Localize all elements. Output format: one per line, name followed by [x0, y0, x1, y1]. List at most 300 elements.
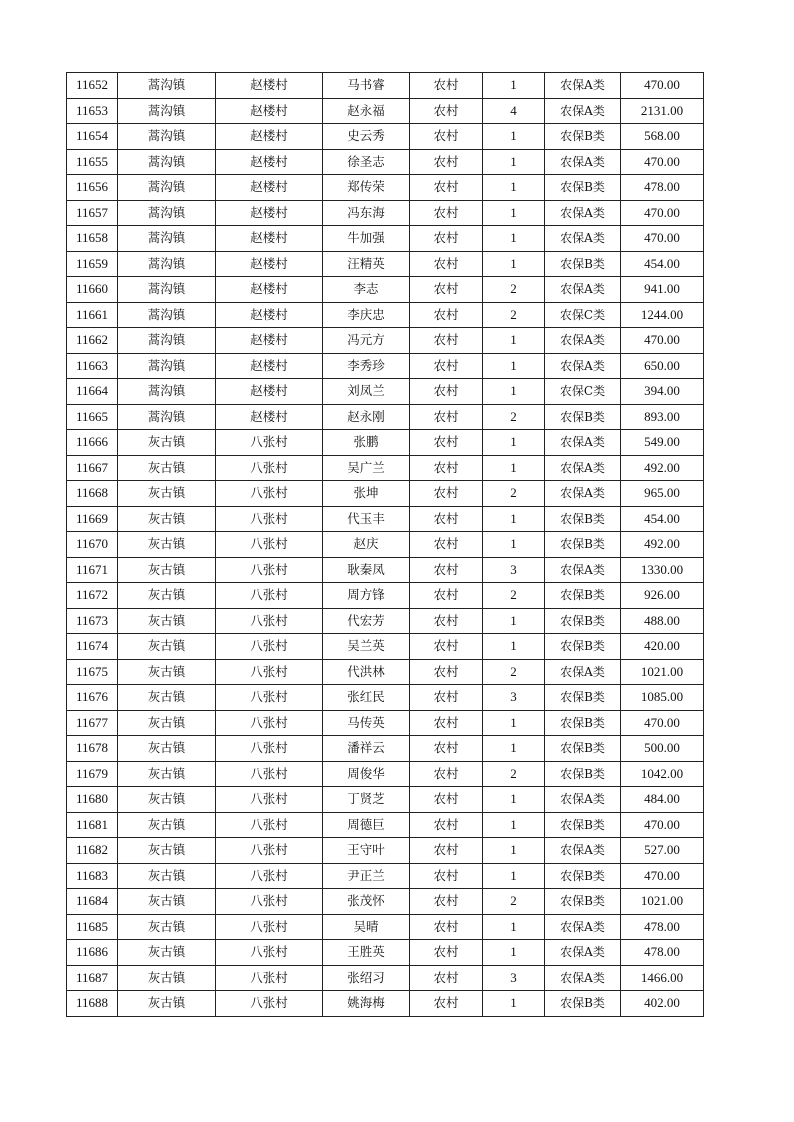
name-cell: 周俊华 — [323, 761, 410, 787]
name-cell: 尹正兰 — [323, 863, 410, 889]
record-id-cell: 11665 — [67, 404, 118, 430]
name-cell: 牛加强 — [323, 226, 410, 252]
name-cell: 姚海梅 — [323, 991, 410, 1017]
town-cell: 蒿沟镇 — [118, 226, 216, 252]
record-id-cell: 11655 — [67, 149, 118, 175]
type-cell: 农村 — [410, 659, 483, 685]
amount-cell: 1244.00 — [621, 302, 704, 328]
table-row — [67, 73, 704, 99]
name-cell: 潘祥云 — [323, 736, 410, 762]
record-id-cell: 11684 — [67, 889, 118, 915]
count-cell: 1 — [483, 608, 545, 634]
name-cell: 马书睿 — [323, 73, 410, 99]
count-cell: 1 — [483, 124, 545, 150]
amount-cell: 478.00 — [621, 940, 704, 966]
category-cell: 农保B类 — [545, 583, 621, 609]
amount-cell: 470.00 — [621, 226, 704, 252]
table-row — [67, 889, 704, 915]
category-cell: 农保A类 — [545, 787, 621, 813]
table-row — [67, 353, 704, 379]
amount-cell: 454.00 — [621, 251, 704, 277]
count-cell: 2 — [483, 583, 545, 609]
category-cell: 农保B类 — [545, 812, 621, 838]
name-cell: 代洪林 — [323, 659, 410, 685]
name-cell: 吴兰英 — [323, 634, 410, 660]
type-cell: 农村 — [410, 328, 483, 354]
record-id-cell: 11653 — [67, 98, 118, 124]
table-row — [67, 455, 704, 481]
town-cell: 灰古镇 — [118, 634, 216, 660]
record-id-cell: 11678 — [67, 736, 118, 762]
records-table — [66, 72, 704, 1017]
town-cell: 灰古镇 — [118, 481, 216, 507]
category-cell: 农保B类 — [545, 404, 621, 430]
name-cell: 王守叶 — [323, 838, 410, 864]
town-cell: 灰古镇 — [118, 863, 216, 889]
amount-cell: 1466.00 — [621, 965, 704, 991]
amount-cell: 454.00 — [621, 506, 704, 532]
name-cell: 冯元方 — [323, 328, 410, 354]
category-cell: 农保B类 — [545, 124, 621, 150]
town-cell: 灰古镇 — [118, 710, 216, 736]
village-cell: 赵楼村 — [216, 175, 323, 201]
town-cell: 蒿沟镇 — [118, 149, 216, 175]
town-cell: 蒿沟镇 — [118, 175, 216, 201]
village-cell: 赵楼村 — [216, 328, 323, 354]
amount-cell: 488.00 — [621, 608, 704, 634]
name-cell: 张坤 — [323, 481, 410, 507]
town-cell: 灰古镇 — [118, 608, 216, 634]
type-cell: 农村 — [410, 226, 483, 252]
amount-cell: 1085.00 — [621, 685, 704, 711]
amount-cell: 2131.00 — [621, 98, 704, 124]
town-cell: 灰古镇 — [118, 914, 216, 940]
type-cell: 农村 — [410, 787, 483, 813]
count-cell: 1 — [483, 175, 545, 201]
record-id-cell: 11654 — [67, 124, 118, 150]
category-cell: 农保B类 — [545, 685, 621, 711]
record-id-cell: 11662 — [67, 328, 118, 354]
name-cell: 耿秦凤 — [323, 557, 410, 583]
category-cell: 农保B类 — [545, 710, 621, 736]
count-cell: 1 — [483, 863, 545, 889]
category-cell: 农保A类 — [545, 481, 621, 507]
record-id-cell: 11674 — [67, 634, 118, 660]
type-cell: 农村 — [410, 965, 483, 991]
village-cell: 八张村 — [216, 889, 323, 915]
amount-cell: 650.00 — [621, 353, 704, 379]
record-id-cell: 11669 — [67, 506, 118, 532]
amount-cell: 965.00 — [621, 481, 704, 507]
village-cell: 八张村 — [216, 736, 323, 762]
record-id-cell: 11658 — [67, 226, 118, 252]
village-cell: 八张村 — [216, 991, 323, 1017]
town-cell: 灰古镇 — [118, 787, 216, 813]
table-row — [67, 736, 704, 762]
type-cell: 农村 — [410, 73, 483, 99]
town-cell: 灰古镇 — [118, 812, 216, 838]
table-row — [67, 940, 704, 966]
amount-cell: 568.00 — [621, 124, 704, 150]
type-cell: 农村 — [410, 889, 483, 915]
record-id-cell: 11672 — [67, 583, 118, 609]
category-cell: 农保A类 — [545, 353, 621, 379]
village-cell: 八张村 — [216, 838, 323, 864]
count-cell: 2 — [483, 761, 545, 787]
amount-cell: 470.00 — [621, 328, 704, 354]
category-cell: 农保A类 — [545, 914, 621, 940]
table-row — [67, 404, 704, 430]
town-cell: 蒿沟镇 — [118, 73, 216, 99]
type-cell: 农村 — [410, 761, 483, 787]
village-cell: 八张村 — [216, 430, 323, 456]
name-cell: 赵庆 — [323, 532, 410, 558]
type-cell: 农村 — [410, 251, 483, 277]
category-cell: 农保A类 — [545, 200, 621, 226]
village-cell: 赵楼村 — [216, 302, 323, 328]
category-cell: 农保A类 — [545, 430, 621, 456]
town-cell: 蒿沟镇 — [118, 124, 216, 150]
count-cell: 3 — [483, 685, 545, 711]
name-cell: 李秀珍 — [323, 353, 410, 379]
name-cell: 郑传荣 — [323, 175, 410, 201]
type-cell: 农村 — [410, 200, 483, 226]
table-row — [67, 761, 704, 787]
category-cell: 农保A类 — [545, 940, 621, 966]
category-cell: 农保B类 — [545, 506, 621, 532]
record-id-cell: 11667 — [67, 455, 118, 481]
count-cell: 1 — [483, 532, 545, 558]
record-id-cell: 11687 — [67, 965, 118, 991]
amount-cell: 1021.00 — [621, 659, 704, 685]
town-cell: 灰古镇 — [118, 455, 216, 481]
count-cell: 1 — [483, 379, 545, 405]
type-cell: 农村 — [410, 277, 483, 303]
record-id-cell: 11671 — [67, 557, 118, 583]
village-cell: 八张村 — [216, 787, 323, 813]
village-cell: 八张村 — [216, 608, 323, 634]
amount-cell: 402.00 — [621, 991, 704, 1017]
count-cell: 4 — [483, 98, 545, 124]
table-row — [67, 200, 704, 226]
table-row — [67, 251, 704, 277]
name-cell: 汪精英 — [323, 251, 410, 277]
amount-cell: 470.00 — [621, 812, 704, 838]
record-id-cell: 11652 — [67, 73, 118, 99]
village-cell: 八张村 — [216, 710, 323, 736]
town-cell: 蒿沟镇 — [118, 353, 216, 379]
amount-cell: 893.00 — [621, 404, 704, 430]
amount-cell: 492.00 — [621, 455, 704, 481]
count-cell: 1 — [483, 736, 545, 762]
category-cell: 农保A类 — [545, 659, 621, 685]
village-cell: 赵楼村 — [216, 251, 323, 277]
count-cell: 1 — [483, 73, 545, 99]
record-id-cell: 11685 — [67, 914, 118, 940]
count-cell: 2 — [483, 659, 545, 685]
type-cell: 农村 — [410, 404, 483, 430]
village-cell: 八张村 — [216, 863, 323, 889]
table-row — [67, 532, 704, 558]
record-id-cell: 11677 — [67, 710, 118, 736]
table-row — [67, 608, 704, 634]
count-cell: 1 — [483, 710, 545, 736]
category-cell: 农保A类 — [545, 965, 621, 991]
town-cell: 蒿沟镇 — [118, 251, 216, 277]
town-cell: 灰古镇 — [118, 583, 216, 609]
record-id-cell: 11680 — [67, 787, 118, 813]
type-cell: 农村 — [410, 608, 483, 634]
village-cell: 八张村 — [216, 761, 323, 787]
type-cell: 农村 — [410, 557, 483, 583]
amount-cell: 492.00 — [621, 532, 704, 558]
table-row — [67, 863, 704, 889]
category-cell: 农保A类 — [545, 455, 621, 481]
type-cell: 农村 — [410, 812, 483, 838]
table-row — [67, 302, 704, 328]
table-row — [67, 634, 704, 660]
name-cell: 王胜英 — [323, 940, 410, 966]
record-id-cell: 11660 — [67, 277, 118, 303]
category-cell: 农保A类 — [545, 73, 621, 99]
table-row — [67, 838, 704, 864]
amount-cell: 1021.00 — [621, 889, 704, 915]
type-cell: 农村 — [410, 149, 483, 175]
table-row — [67, 787, 704, 813]
amount-cell: 478.00 — [621, 175, 704, 201]
amount-cell: 394.00 — [621, 379, 704, 405]
count-cell: 1 — [483, 226, 545, 252]
type-cell: 农村 — [410, 353, 483, 379]
type-cell: 农村 — [410, 506, 483, 532]
village-cell: 赵楼村 — [216, 200, 323, 226]
table-row — [67, 557, 704, 583]
town-cell: 灰古镇 — [118, 430, 216, 456]
name-cell: 张红民 — [323, 685, 410, 711]
type-cell: 农村 — [410, 634, 483, 660]
village-cell: 赵楼村 — [216, 98, 323, 124]
town-cell: 灰古镇 — [118, 532, 216, 558]
category-cell: 农保B类 — [545, 889, 621, 915]
count-cell: 3 — [483, 965, 545, 991]
category-cell: 农保A类 — [545, 226, 621, 252]
town-cell: 灰古镇 — [118, 761, 216, 787]
table-row — [67, 481, 704, 507]
village-cell: 赵楼村 — [216, 226, 323, 252]
count-cell: 1 — [483, 838, 545, 864]
category-cell: 农保B类 — [545, 175, 621, 201]
count-cell: 2 — [483, 481, 545, 507]
record-id-cell: 11682 — [67, 838, 118, 864]
type-cell: 农村 — [410, 914, 483, 940]
village-cell: 八张村 — [216, 914, 323, 940]
table-row — [67, 685, 704, 711]
town-cell: 灰古镇 — [118, 940, 216, 966]
name-cell: 张茂怀 — [323, 889, 410, 915]
record-id-cell: 11688 — [67, 991, 118, 1017]
record-id-cell: 11668 — [67, 481, 118, 507]
record-id-cell: 11656 — [67, 175, 118, 201]
count-cell: 3 — [483, 557, 545, 583]
amount-cell: 470.00 — [621, 710, 704, 736]
table-row — [67, 175, 704, 201]
count-cell: 1 — [483, 455, 545, 481]
count-cell: 1 — [483, 940, 545, 966]
category-cell: 农保A类 — [545, 98, 621, 124]
amount-cell: 484.00 — [621, 787, 704, 813]
table-row — [67, 991, 704, 1017]
table-row — [67, 149, 704, 175]
town-cell: 灰古镇 — [118, 685, 216, 711]
town-cell: 灰古镇 — [118, 736, 216, 762]
village-cell: 八张村 — [216, 583, 323, 609]
type-cell: 农村 — [410, 583, 483, 609]
name-cell: 代玉丰 — [323, 506, 410, 532]
village-cell: 八张村 — [216, 659, 323, 685]
amount-cell: 470.00 — [621, 863, 704, 889]
village-cell: 八张村 — [216, 685, 323, 711]
count-cell: 1 — [483, 200, 545, 226]
count-cell: 2 — [483, 404, 545, 430]
town-cell: 蒿沟镇 — [118, 379, 216, 405]
count-cell: 2 — [483, 889, 545, 915]
village-cell: 赵楼村 — [216, 149, 323, 175]
amount-cell: 1330.00 — [621, 557, 704, 583]
category-cell: 农保C类 — [545, 302, 621, 328]
village-cell: 八张村 — [216, 965, 323, 991]
village-cell: 八张村 — [216, 940, 323, 966]
category-cell: 农保B类 — [545, 736, 621, 762]
town-cell: 蒿沟镇 — [118, 277, 216, 303]
village-cell: 赵楼村 — [216, 404, 323, 430]
type-cell: 农村 — [410, 430, 483, 456]
type-cell: 农村 — [410, 175, 483, 201]
count-cell: 1 — [483, 634, 545, 660]
village-cell: 赵楼村 — [216, 379, 323, 405]
amount-cell: 549.00 — [621, 430, 704, 456]
table-row — [67, 506, 704, 532]
amount-cell: 478.00 — [621, 914, 704, 940]
record-id-cell: 11657 — [67, 200, 118, 226]
count-cell: 1 — [483, 328, 545, 354]
village-cell: 赵楼村 — [216, 124, 323, 150]
town-cell: 蒿沟镇 — [118, 328, 216, 354]
record-id-cell: 11675 — [67, 659, 118, 685]
category-cell: 农保A类 — [545, 328, 621, 354]
name-cell: 周德巨 — [323, 812, 410, 838]
count-cell: 1 — [483, 251, 545, 277]
type-cell: 农村 — [410, 710, 483, 736]
type-cell: 农村 — [410, 863, 483, 889]
category-cell: 农保A类 — [545, 277, 621, 303]
town-cell: 蒿沟镇 — [118, 302, 216, 328]
village-cell: 八张村 — [216, 557, 323, 583]
table-row — [67, 328, 704, 354]
count-cell: 1 — [483, 430, 545, 456]
count-cell: 1 — [483, 787, 545, 813]
amount-cell: 470.00 — [621, 149, 704, 175]
town-cell: 蒿沟镇 — [118, 200, 216, 226]
count-cell: 1 — [483, 506, 545, 532]
table-row — [67, 710, 704, 736]
count-cell: 1 — [483, 812, 545, 838]
table-row — [67, 379, 704, 405]
name-cell: 周方锋 — [323, 583, 410, 609]
category-cell: 农保C类 — [545, 379, 621, 405]
category-cell: 农保B类 — [545, 532, 621, 558]
table-row — [67, 98, 704, 124]
category-cell: 农保A类 — [545, 838, 621, 864]
village-cell: 赵楼村 — [216, 353, 323, 379]
name-cell: 李庆忠 — [323, 302, 410, 328]
name-cell: 张绍习 — [323, 965, 410, 991]
town-cell: 灰古镇 — [118, 838, 216, 864]
village-cell: 八张村 — [216, 812, 323, 838]
table-row — [67, 914, 704, 940]
amount-cell: 1042.00 — [621, 761, 704, 787]
town-cell: 灰古镇 — [118, 889, 216, 915]
record-id-cell: 11679 — [67, 761, 118, 787]
count-cell: 1 — [483, 991, 545, 1017]
town-cell: 蒿沟镇 — [118, 98, 216, 124]
table-row — [67, 812, 704, 838]
village-cell: 八张村 — [216, 634, 323, 660]
type-cell: 农村 — [410, 455, 483, 481]
amount-cell: 941.00 — [621, 277, 704, 303]
amount-cell: 527.00 — [621, 838, 704, 864]
category-cell: 农保B类 — [545, 634, 621, 660]
name-cell: 徐圣志 — [323, 149, 410, 175]
category-cell: 农保A类 — [545, 149, 621, 175]
amount-cell: 926.00 — [621, 583, 704, 609]
type-cell: 农村 — [410, 98, 483, 124]
town-cell: 蒿沟镇 — [118, 404, 216, 430]
count-cell: 1 — [483, 149, 545, 175]
type-cell: 农村 — [410, 685, 483, 711]
category-cell: 农保B类 — [545, 991, 621, 1017]
village-cell: 八张村 — [216, 506, 323, 532]
record-id-cell: 11686 — [67, 940, 118, 966]
name-cell: 马传英 — [323, 710, 410, 736]
town-cell: 灰古镇 — [118, 659, 216, 685]
type-cell: 农村 — [410, 940, 483, 966]
name-cell: 赵永刚 — [323, 404, 410, 430]
record-id-cell: 11664 — [67, 379, 118, 405]
table-row — [67, 277, 704, 303]
name-cell: 丁贤芝 — [323, 787, 410, 813]
type-cell: 农村 — [410, 838, 483, 864]
record-id-cell: 11681 — [67, 812, 118, 838]
village-cell: 赵楼村 — [216, 277, 323, 303]
name-cell: 吴晴 — [323, 914, 410, 940]
village-cell: 八张村 — [216, 532, 323, 558]
type-cell: 农村 — [410, 532, 483, 558]
count-cell: 2 — [483, 277, 545, 303]
name-cell: 史云秀 — [323, 124, 410, 150]
type-cell: 农村 — [410, 481, 483, 507]
name-cell: 赵永福 — [323, 98, 410, 124]
type-cell: 农村 — [410, 124, 483, 150]
town-cell: 灰古镇 — [118, 991, 216, 1017]
town-cell: 灰古镇 — [118, 506, 216, 532]
table-row — [67, 226, 704, 252]
amount-cell: 500.00 — [621, 736, 704, 762]
village-cell: 八张村 — [216, 455, 323, 481]
record-id-cell: 11683 — [67, 863, 118, 889]
type-cell: 农村 — [410, 991, 483, 1017]
name-cell: 张鹏 — [323, 430, 410, 456]
type-cell: 农村 — [410, 379, 483, 405]
